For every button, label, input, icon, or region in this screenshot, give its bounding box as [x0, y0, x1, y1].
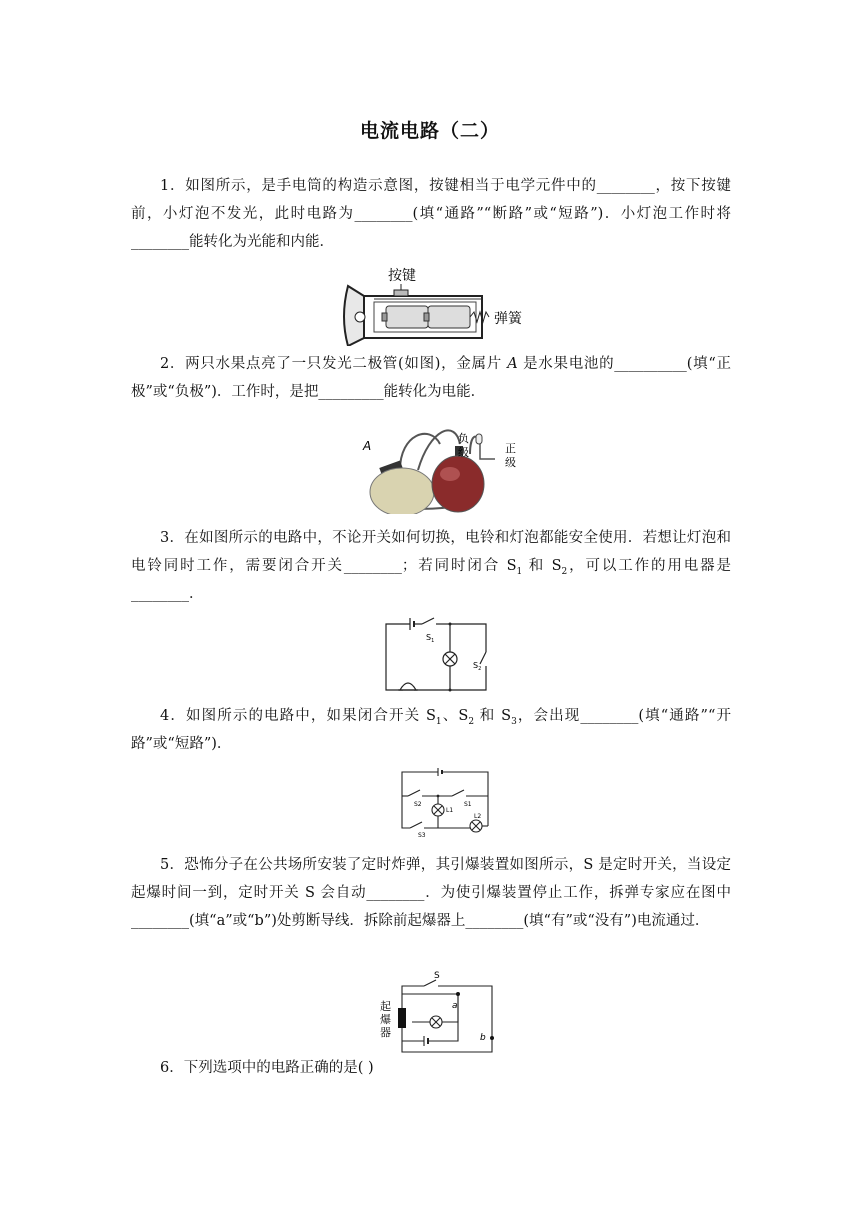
- button-label: 按键: [388, 268, 416, 284]
- subscript: 2: [561, 566, 568, 577]
- question-text: 和 S: [474, 708, 512, 724]
- l1-label: L1: [446, 807, 454, 814]
- subscript: 2: [468, 716, 475, 727]
- circuit-figure-4: [398, 766, 492, 838]
- detonator-label-1: 起: [380, 1000, 391, 1013]
- detonator-label-3: 器: [380, 1026, 391, 1039]
- question-1: [131, 172, 731, 256]
- question-text: 下列选项中的电路正确的是( ): [183, 1060, 374, 1076]
- s1-label: $S_1$: [426, 633, 435, 644]
- question-text: 在如图所示的电路中，不论开关如何切换，电铃和灯泡都能安全使用．若想让灯泡和电铃同时工作，需要闭合开关________；若同时闭合 S: [131, 530, 731, 574]
- flashlight-figure: [338, 266, 538, 346]
- question-text: 两只水果点亮了一只发光二极管(如图)，金属片: [185, 356, 508, 372]
- question-text: 、S: [441, 708, 469, 724]
- label-a: A: [363, 439, 372, 453]
- spring-label: 弹簧: [494, 311, 522, 327]
- question-text: 如图所示的电路中，如果闭合开关 S: [185, 708, 436, 724]
- question-6: [131, 1054, 731, 1082]
- point-b-label: b: [480, 1033, 486, 1043]
- question-number: 1．: [160, 178, 186, 194]
- question-text: 恐怖分子在公共场所安装了定时炸弹，其引爆装置如图所示，S 是定时开关，当设定起爆时间一到，定时开关 S 会自动________．为使引爆装置停止工作，拆弹专家应在图中________(填“a”或“b”)处剪断导线．拆除前起爆器上________(填“有”或“没有”)电流通过．: [131, 857, 731, 929]
- metal-plate-variable: A: [507, 356, 518, 372]
- l2-label: L2: [474, 813, 482, 820]
- negative-label-2: 级: [458, 446, 469, 459]
- subscript: 1: [516, 566, 523, 577]
- positive-label-2: 级: [505, 456, 516, 469]
- subscript: 1: [435, 716, 442, 727]
- question-number: 2．: [160, 356, 186, 372]
- subscript: 3: [511, 716, 517, 727]
- page-title: 电流电路（二）: [359, 120, 500, 142]
- negative-label-1: 负: [458, 432, 469, 445]
- s3-label: S3: [418, 832, 426, 838]
- question-text: ，会出现________(填“通路”“开路”或“短路”)．: [131, 708, 731, 752]
- question-5: [131, 851, 731, 935]
- question-number: 6．: [160, 1060, 184, 1076]
- detonator-circuit-figure: [372, 964, 496, 1058]
- question-text: 是水果电池的__________(填“正极”或“负极”)．工作时，是把_________能转化为电能．: [131, 356, 731, 400]
- question-4: [131, 702, 731, 758]
- s1-label: S1: [464, 801, 472, 808]
- question-2: [131, 350, 731, 406]
- switch-s-label: S: [434, 971, 440, 981]
- fruit-battery-figure: [360, 414, 530, 514]
- question-text: 如图所示，是手电筒的构造示意图，按键相当于电学元件中的________，按下按键前，小灯泡不发光，此时电路为________(填“通路”“断路”或“短路”)．小灯泡工作时将________能转化为光能和内能．: [131, 178, 731, 250]
- question-number: 4．: [160, 708, 186, 724]
- s2-label: S2: [414, 801, 422, 808]
- s2-label: $S_2$: [473, 661, 482, 672]
- question-text: ，可以工作的用电器是________．: [131, 558, 732, 602]
- question-number: 5．: [160, 857, 185, 873]
- question-text: 和 S: [522, 558, 562, 574]
- circuit-figure-3: [380, 614, 492, 694]
- question-3: [131, 524, 731, 608]
- positive-label-1: 正: [505, 442, 516, 455]
- question-number: 3．: [160, 530, 185, 546]
- point-a-label: a: [452, 1001, 458, 1011]
- detonator-label-2: 爆: [380, 1013, 391, 1026]
